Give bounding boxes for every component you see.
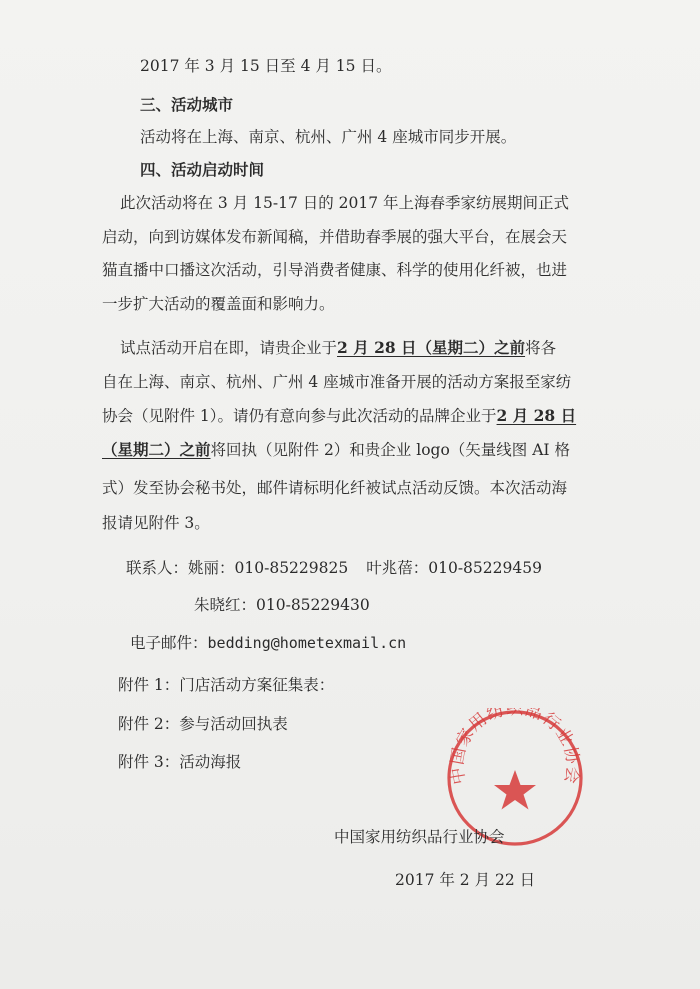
para2-line1 bbox=[120, 338, 556, 358]
para2-line3-pre: 协会（见附件 1）。请仍有意向参与此次活动的品牌企业于 bbox=[102, 407, 497, 425]
signature-date: 2017 年 2 月 22 日 bbox=[395, 871, 536, 889]
para2-line1-post: 将各 bbox=[525, 339, 557, 357]
email-line bbox=[130, 633, 406, 653]
attachment-3: 附件 3：活动海报 bbox=[118, 753, 242, 771]
contact-2: 叶兆蓓：010-85229459 bbox=[366, 559, 542, 577]
para2-line1-pre: 试点活动开启在即，请贵企业于 bbox=[120, 339, 338, 357]
para2-line3 bbox=[102, 406, 576, 426]
para2-line6: 报请见附件 3。 bbox=[102, 514, 210, 532]
attachment-2: 附件 2：参与活动回执表 bbox=[118, 715, 288, 733]
para2-line4 bbox=[102, 440, 570, 460]
para1-line1: 此次活动将在 3 月 15-17 日的 2017 年上海春季家纺展期间正式 bbox=[120, 194, 570, 212]
deadline-underlined-2b: （星期二）之前 bbox=[102, 440, 211, 459]
para1-line2: 启动，向到访媒体发布新闻稿，并借助春季展的强大平台，在展会天 bbox=[102, 228, 568, 246]
para2-line4-post: 将回执（见附件 2）和贵企业 logo（矢量线图 AI 格 bbox=[210, 441, 570, 459]
para2-line5: 式）发至协会秘书处，邮件请标明化纤被试点活动反馈。本次活动海 bbox=[102, 479, 568, 497]
contacts-line1 bbox=[126, 558, 542, 578]
para2-line2: 自在上海、南京、杭州、广州 4 座城市准备开展的活动方案报至家纺 bbox=[102, 373, 572, 391]
section4-heading: 四、活动启动时间 bbox=[140, 160, 265, 179]
deadline-underlined: 2 月 28 日（星期二）之前 bbox=[337, 338, 526, 357]
contact-1: 姚丽：010-85229825 bbox=[188, 559, 349, 577]
seal-text: 中国家用纺织品行业协会 bbox=[447, 708, 583, 786]
deadline-underlined-2a: 2 月 28 日 bbox=[496, 406, 577, 425]
section3-heading: 三、活动城市 bbox=[140, 95, 234, 114]
signature-organization: 中国家用纺织品行业协会 bbox=[334, 828, 505, 846]
email-label: 电子邮件： bbox=[130, 634, 208, 652]
para1-line4: 一步扩大活动的覆盖面和影响力。 bbox=[102, 295, 335, 313]
contacts-label: 联系人： bbox=[126, 559, 189, 577]
para1-line3: 猫直播中口播这次活动，引导消费者健康、科学的使用化纤被，也进 bbox=[102, 261, 568, 279]
email-address: bedding@hometexmail.cn bbox=[207, 634, 407, 652]
section3-body: 活动将在上海、南京、杭州、广州 4 座城市同步开展。 bbox=[140, 128, 517, 146]
seal-star-icon bbox=[494, 770, 536, 810]
contact-3: 朱晓红：010-85229430 bbox=[194, 596, 370, 614]
attachment-1: 附件 1：门店活动方案征集表： bbox=[118, 676, 335, 694]
date-range-line: 2017 年 3 月 15 日至 4 月 15 日。 bbox=[140, 57, 392, 75]
